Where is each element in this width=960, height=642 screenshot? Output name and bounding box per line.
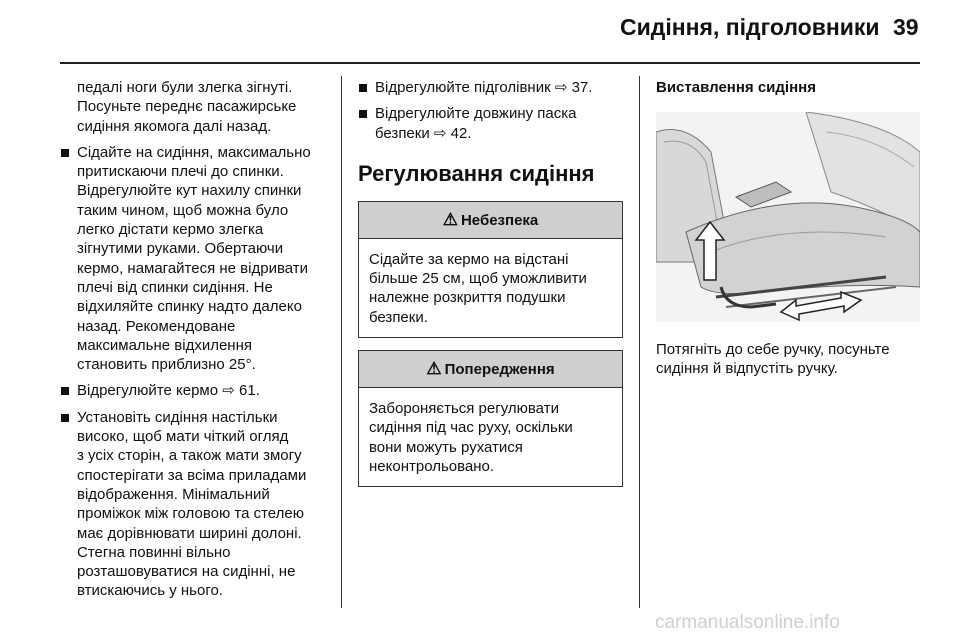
bullet-item — [60, 408, 332, 601]
column-divider-1 — [341, 76, 342, 608]
warning-triangle-icon: ⚠ — [426, 359, 442, 379]
header-divider — [60, 62, 920, 64]
intro-paragraph — [60, 78, 332, 136]
text-line: сидіння під час руху, оскільки — [369, 419, 573, 437]
text-line — [375, 124, 623, 143]
bullet-item — [60, 381, 332, 400]
text-line: має дорівнювати ширині долоні. — [77, 524, 302, 542]
text-line: притискаючи плечі до спинки. — [77, 163, 284, 181]
text-line: сидіння якомога далі назад. — [77, 117, 272, 135]
page-number: 39 — [893, 14, 919, 40]
text-line: легко дістати кермо злегка — [77, 221, 264, 239]
text-line: Відрегулюйте довжину паска — [375, 105, 577, 123]
text-line: зігнутими руками. Обертаючи — [77, 240, 284, 258]
text-line: відображення. Мінімальний — [77, 485, 270, 503]
text-line: Сідайте на сидіння, максимально — [77, 143, 311, 161]
danger-header — [359, 202, 622, 239]
page-reference[interactable]: 37. — [571, 79, 593, 96]
text-line: Відрегулюйте кут нахилу спинки — [77, 182, 302, 200]
text-line: Сідайте за кермо на відстані — [369, 250, 569, 268]
text-line: таким чином, щоб можна було — [77, 201, 289, 219]
caution-box — [358, 350, 623, 487]
page-title: Сидіння, підголовники — [620, 14, 880, 40]
bullet-item — [358, 78, 623, 97]
text-line: належне розкриття подушки — [369, 289, 566, 307]
text-line: назад. Рекомендоване — [77, 317, 236, 335]
caution-body — [359, 388, 622, 486]
text-line: з усіх сторін, а також мати змогу — [77, 447, 302, 465]
text-line: Потягніть до себе ручку, посуньте — [656, 341, 890, 358]
bullet-text: безпеки — [375, 124, 430, 142]
page-reference-arrow-icon: ⇨ — [433, 124, 447, 142]
text-line: безпеки. — [369, 308, 428, 326]
watermark: carmanualsonline.info — [655, 612, 840, 633]
text-line: сидіння й відпустіть ручку. — [656, 360, 838, 378]
text-line: втискаючись у нього. — [77, 582, 223, 600]
page-reference[interactable]: 42. — [450, 124, 472, 142]
text-line: педалі ноги були злегка зігнуті. — [77, 79, 293, 96]
bullet-item — [60, 143, 332, 375]
text-line: неконтрольовано. — [369, 457, 495, 475]
text-line: проміжок між головою та стелею — [77, 505, 304, 523]
danger-title: Небезпека — [460, 211, 539, 229]
text-line — [77, 381, 332, 400]
bullet-text: Відрегулюйте підголівник — [375, 79, 551, 96]
bullet-item — [358, 104, 623, 143]
text-line: більше 25 см, щоб уможливити — [369, 270, 587, 288]
text-line: кермо, намагайтеся не відривати — [77, 259, 309, 277]
column-divider-2 — [639, 76, 640, 608]
page-reference-arrow-icon: ⇨ — [222, 382, 235, 400]
text-line: плечі від спинки сидіння. Не — [77, 278, 273, 296]
danger-box — [358, 201, 623, 338]
text-line: відхиляйте спинку надто далеко — [77, 298, 302, 316]
text-line: Установіть сидіння настільки — [77, 408, 278, 426]
page-reference[interactable]: 61. — [239, 382, 260, 400]
caution-header — [359, 351, 622, 388]
text-line: максимальне відхилення — [77, 336, 252, 354]
column-1 — [60, 78, 332, 601]
danger-body — [359, 239, 622, 337]
bullet-text: Відрегулюйте кермо — [77, 382, 219, 400]
text-line: спостерігати за всіма приладами — [77, 466, 307, 484]
text-line: високо, щоб мати чіткий огляд — [77, 428, 289, 446]
text-line: Посуньте переднє пасажирське — [77, 98, 297, 116]
text-line: розташовуватися на сидінні, не — [77, 563, 296, 581]
text-line — [375, 78, 623, 97]
column-3 — [656, 78, 924, 379]
column-2 — [358, 78, 623, 487]
page-reference-arrow-icon: ⇨ — [554, 79, 568, 96]
text-line: становить приблизно 25°. — [77, 356, 256, 374]
section-heading: Регулювання сидіння — [358, 160, 595, 186]
text-line: Стегна повинні вільно — [77, 543, 231, 561]
subsection-heading: Виставлення сидіння — [656, 79, 816, 96]
caution-title: Попередження — [444, 361, 555, 379]
warning-triangle-icon: ⚠ — [442, 209, 458, 229]
figure-caption — [656, 340, 924, 379]
text-line: вони можуть рухатися — [369, 438, 523, 456]
text-line: Забороняється регулювати — [369, 400, 559, 418]
seat-adjustment-illustration — [656, 112, 920, 322]
